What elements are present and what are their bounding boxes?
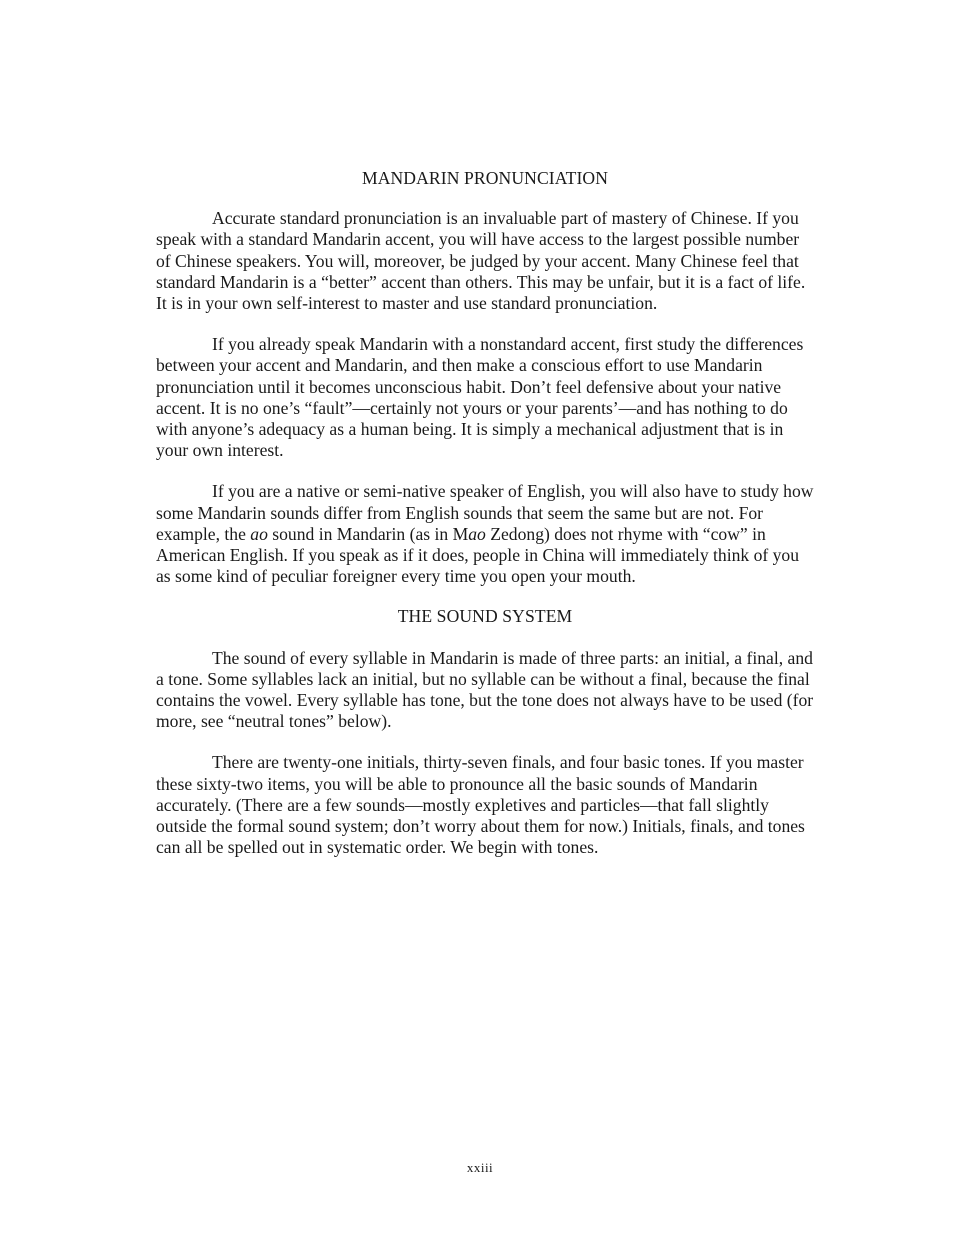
section-heading-mandarin-pronunciation: MANDARIN PRONUNCIATION	[361, 168, 609, 188]
text-run: sound in Mandarin (as in M	[267, 523, 469, 544]
text-run: Zedong) does not rhyme with “cow” in American English. If you speak as if it does, people in China will immediately think of you as some kind of peculiar foreigner every time you open your mouth.	[156, 523, 800, 587]
paragraph-accurate-pronunciation: Accurate standard pronunciation is an invaluable part of mastery of Chinese. If you speak with a standard Mandarin accent, you will have access to the largest possible number of Chinese speakers. You will, moreover, be judged by your accent. Many Chinese feel that standard Mandarin is a “better” accent than others. This may be unfair, but it is a fact of life. It is in your own self-interest to master and use standard pronunciation.	[156, 208, 806, 314]
paragraph-initials-finals-tones: There are twenty-one initials, thirty-seven finals, and four basic tones. If you master these sixty-two items, you will be able to pronounce all the basic sounds of Mandarin accurately. (There are a few sounds—mostly expletives and particles—that fall slightly outside the formal sound system; don’t worry about them for now.) Initials, finals, and tones can all be spelled out in systematic order. We begin with tones.	[156, 752, 805, 858]
paragraph-nonstandard-accent: If you already speak Mandarin with a nonstandard accent, first study the differences between your accent and Mandarin, and then make a conscious effort to use Mandarin pronunciation until it becomes unconscious habit. Don’t feel defensive about your native accent. It is no one’s “fault”—certainly not yours or your parents’—and has nothing to do with anyone’s adequacy as a human being. It is simply a mechanical adjustment that is in your own interest.	[156, 334, 804, 461]
page-number: xxiii	[466, 1160, 494, 1175]
paragraph-syllable-parts: The sound of every syllable in Mandarin is made of three parts: an initial, a final, and a tone. Some syllables lack an initial, but no syllable can be without a final, because the final contains the vowel. Every syllable has tone, but the tone does not always have to be used (for more, see “neutral tones” below).	[156, 647, 814, 732]
italic-ao: ao	[250, 523, 268, 544]
italic-ao-in-mao: ao	[468, 523, 486, 544]
section-heading-sound-system: THE SOUND SYSTEM	[397, 606, 573, 627]
text-column	[156, 168, 814, 858]
text-run: If you are a native or semi-native speaker of English, you will also have to study how some Mandarin sounds differ from English sounds that seem the same but are not. For example, the	[156, 481, 814, 544]
paragraph-english-speakers	[156, 481, 814, 587]
